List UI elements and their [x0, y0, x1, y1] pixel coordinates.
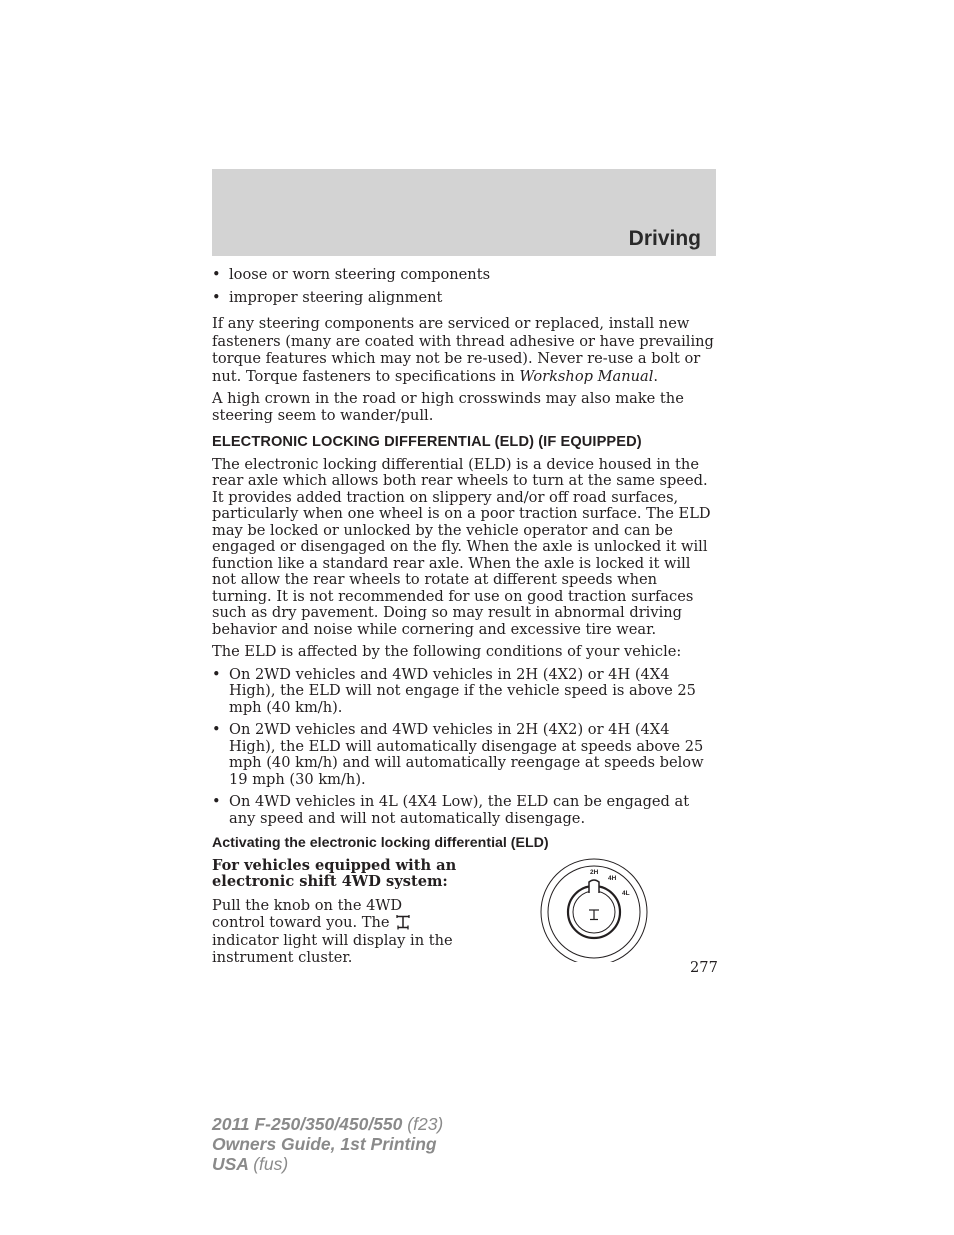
page-content [212, 267, 716, 970]
crown-paragraph: A high crown in the road or high crosswinds may also make the steering seem to wander/pull. [212, 390, 684, 424]
bullet-mark: • [212, 665, 221, 683]
eld-section-heading: ELECTRONIC LOCKING DIFFERENTIAL (ELD) (IF EQUIPPED) [212, 434, 642, 450]
bullet-mark: • [212, 721, 221, 738]
pull-knob-paragraph [212, 897, 457, 967]
fasteners-text: If any steering components are serviced or replaced, install new fasteners (many are coated with thread adhesive or have prevailing torque features which may not be re-used). Never re-use a bolt or nut. Torque fasteners to specifications in [212, 315, 714, 385]
footer-region: USA [212, 1154, 249, 1174]
pull-knob-text-before: Pull the knob on the 4WD control toward you. The [212, 896, 403, 931]
footer-model-code: (f23) [407, 1114, 444, 1134]
list-item [212, 722, 716, 788]
eld-indicator-icon [394, 914, 412, 930]
activation-block [212, 858, 716, 970]
list-item [212, 667, 716, 717]
list-item [212, 290, 716, 307]
list-item-text: On 2WD vehicles and 4WD vehicles in 2H (4X2) or 4H (4X4 High), the ELD will automatically disengage at speeds above 25 mph (40 km/h) and will automatically reengage at speeds below 19 mph (30 km/h). [229, 721, 704, 788]
document-footer [212, 1114, 443, 1174]
activation-text [212, 858, 457, 973]
footer-model: 2011 F-250/350/450/550 [212, 1114, 403, 1134]
footer-region-code: (fus) [253, 1154, 289, 1174]
bullet-mark: • [212, 288, 221, 306]
workshop-manual-ref: Workshop Manual [519, 367, 654, 385]
list-item-text: On 2WD vehicles and 4WD vehicles in 2H (4X2) or 4H (4X4 High), the ELD will not engage if the vehicle speed is above 25 mph (40 km/h). [229, 665, 696, 716]
bullet-mark: • [212, 266, 221, 283]
list-item [212, 267, 716, 284]
eld-paragraph: The electronic locking differential (ELD) is a device housed in the rear axle which allows both rear wheels to turn at the same speed. It provides added traction on slippery and/or off road surfaces, particularly when one wheel is on a poor traction surface. The ELD may be locked or unlocked by the vehicle operator and can be engaged or disengaged on the fly. When the axle is unlocked it will function like a standard rear axle. When the axle is locked it will not allow the rear wheels to rotate at different speeds when turning. It is not recommended for use on good traction surfaces such as dry pavement. Doing so may result in abnormal driving behavior and noise while cornering and excessive tire wear. [212, 455, 711, 638]
footer-line-region [212, 1154, 443, 1174]
knob-eld-icon [589, 910, 599, 920]
fasteners-paragraph [212, 315, 716, 385]
page-number: 277 [690, 959, 718, 976]
4wd-control-knob-illustration [540, 852, 652, 962]
conditions-paragraph: The ELD is affected by the following conditions of your vehicle: [212, 643, 682, 660]
list-item-text: loose or worn steering components [229, 266, 491, 283]
list-item-text: On 4WD vehicles in 4L (4X4 Low), the ELD can be engaged at any speed and will not automatically disengage. [229, 793, 690, 827]
activating-eld-heading: Activating the electronic locking differential (ELD) [212, 835, 549, 851]
knob-label-4h: 4H [608, 874, 617, 882]
footer-line-guide: Owners Guide, 1st Printing [212, 1134, 437, 1154]
pull-knob-text-after: indicator light will display in the instrument cluster. [212, 931, 453, 966]
fasteners-end: . [653, 367, 659, 385]
bullet-mark: • [212, 793, 221, 810]
knob-label-4l: 4L [622, 889, 630, 897]
list-item-text: improper steering alignment [229, 288, 443, 306]
electronic-shift-lead: For vehicles equipped with an electronic shift 4WD system: [212, 856, 457, 890]
footer-line-model [212, 1114, 443, 1134]
section-header-band [212, 169, 716, 256]
list-item [212, 794, 716, 827]
knob-label-2h: 2H [590, 868, 599, 876]
section-title: Driving [628, 227, 701, 250]
